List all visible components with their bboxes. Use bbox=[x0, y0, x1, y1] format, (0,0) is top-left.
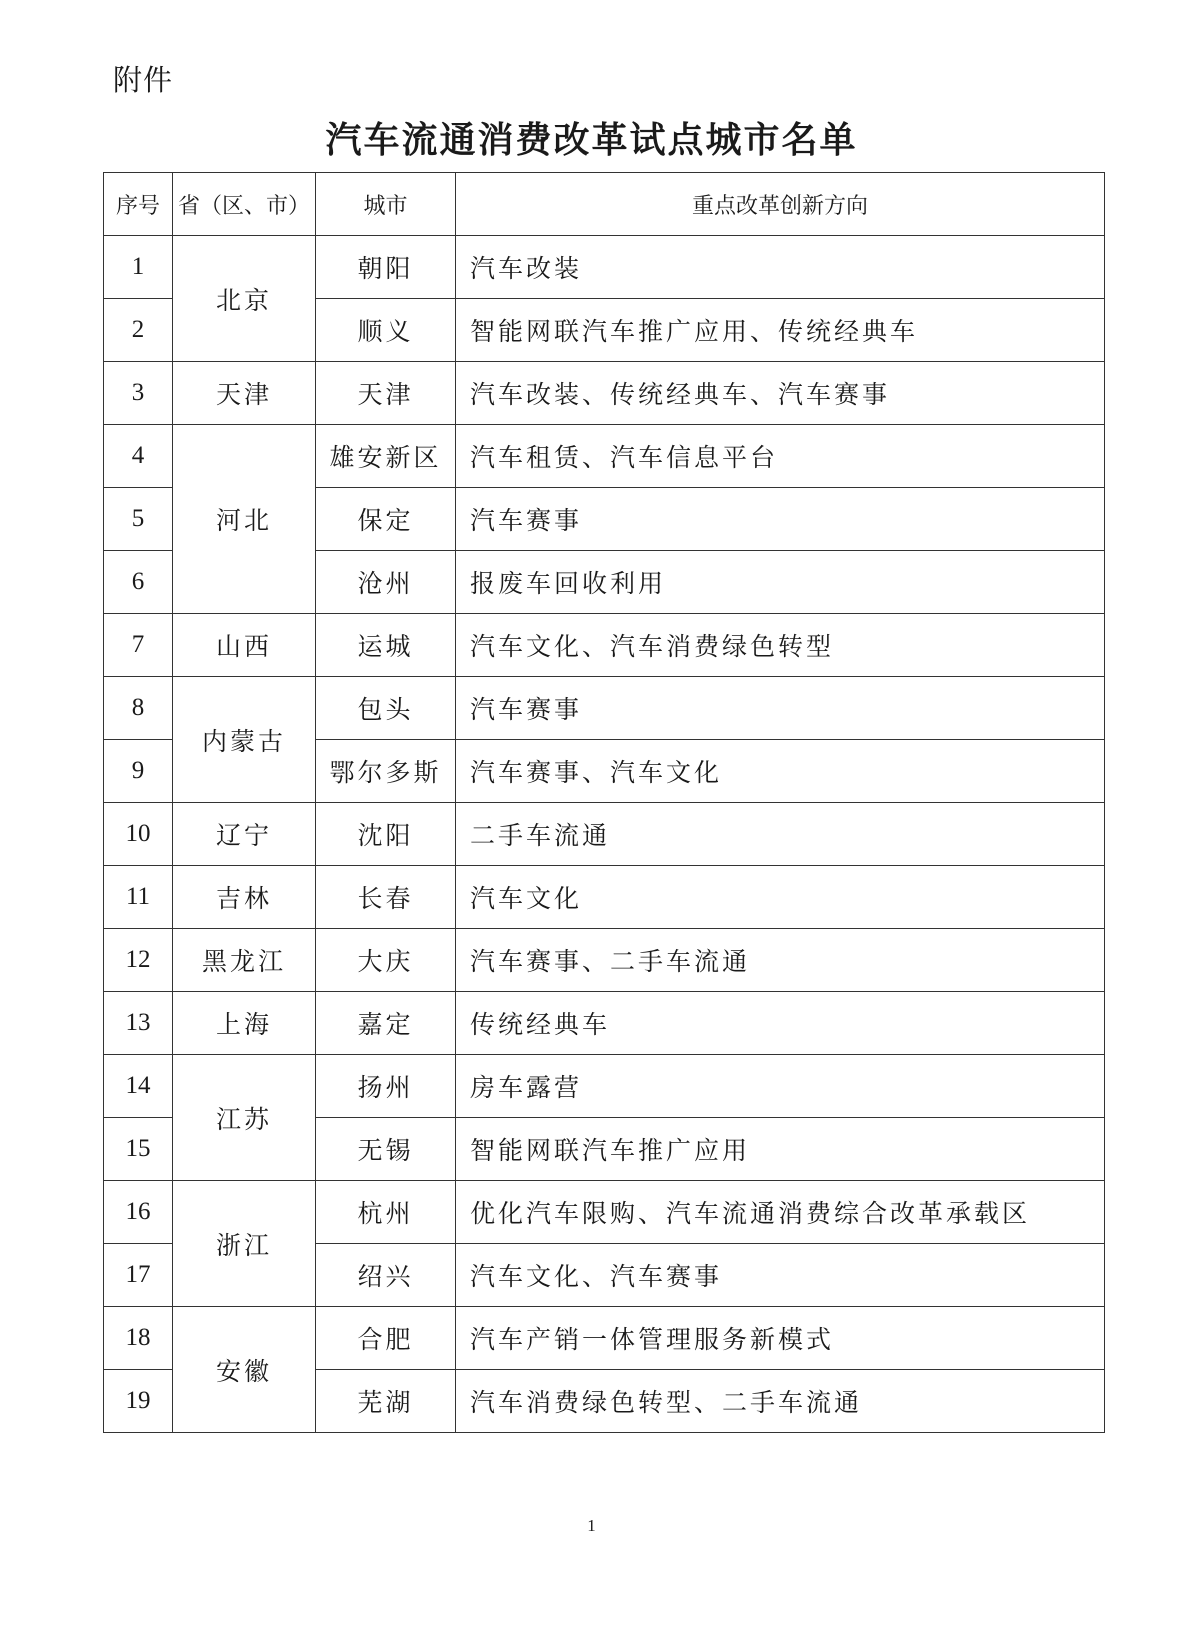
page-number: 1 bbox=[587, 1516, 596, 1535]
header-city: 城市 bbox=[316, 173, 456, 236]
row-direction: 汽车消费绿色转型、二手车流通 bbox=[456, 1370, 1105, 1433]
row-province: 辽宁 bbox=[173, 803, 316, 866]
row-city: 杭州 bbox=[316, 1181, 456, 1244]
row-city: 天津 bbox=[316, 362, 456, 425]
table-row bbox=[104, 992, 1105, 1055]
table-row bbox=[104, 1307, 1105, 1370]
row-no: 12 bbox=[104, 929, 173, 992]
row-city: 大庆 bbox=[316, 929, 456, 992]
row-city: 无锡 bbox=[316, 1118, 456, 1181]
table-row bbox=[104, 362, 1105, 425]
table-row bbox=[104, 1181, 1105, 1244]
row-province: 安徽 bbox=[173, 1307, 316, 1433]
row-direction: 优化汽车限购、汽车流通消费综合改革承载区 bbox=[456, 1181, 1105, 1244]
row-province: 河北 bbox=[173, 425, 316, 614]
header-province: 省（区、市） bbox=[173, 173, 316, 236]
row-no: 2 bbox=[104, 299, 173, 362]
row-city: 扬州 bbox=[316, 1055, 456, 1118]
table-row bbox=[104, 614, 1105, 677]
row-city: 运城 bbox=[316, 614, 456, 677]
row-no: 1 bbox=[104, 236, 173, 299]
row-direction: 智能网联汽车推广应用 bbox=[456, 1118, 1105, 1181]
row-city: 沈阳 bbox=[316, 803, 456, 866]
row-province: 黑龙江 bbox=[173, 929, 316, 992]
table-row bbox=[104, 677, 1105, 740]
row-city: 保定 bbox=[316, 488, 456, 551]
row-no: 3 bbox=[104, 362, 173, 425]
pilot-city-table bbox=[103, 172, 1105, 1433]
row-direction: 汽车赛事 bbox=[456, 488, 1105, 551]
row-direction: 智能网联汽车推广应用、传统经典车 bbox=[456, 299, 1105, 362]
table-header-row bbox=[104, 173, 1105, 236]
row-no: 9 bbox=[104, 740, 173, 803]
row-city: 长春 bbox=[316, 866, 456, 929]
row-city: 绍兴 bbox=[316, 1244, 456, 1307]
row-direction: 汽车产销一体管理服务新模式 bbox=[456, 1307, 1105, 1370]
row-no: 7 bbox=[104, 614, 173, 677]
row-city: 沧州 bbox=[316, 551, 456, 614]
row-city: 顺义 bbox=[316, 299, 456, 362]
row-no: 17 bbox=[104, 1244, 173, 1307]
header-direction: 重点改革创新方向 bbox=[456, 173, 1105, 236]
row-direction: 汽车赛事、二手车流通 bbox=[456, 929, 1105, 992]
table-row bbox=[104, 866, 1105, 929]
row-no: 15 bbox=[104, 1118, 173, 1181]
row-direction: 二手车流通 bbox=[456, 803, 1105, 866]
row-province: 山西 bbox=[173, 614, 316, 677]
row-city: 包头 bbox=[316, 677, 456, 740]
row-no: 19 bbox=[104, 1370, 173, 1433]
row-city: 嘉定 bbox=[316, 992, 456, 1055]
table-row bbox=[104, 425, 1105, 488]
row-direction: 汽车租赁、汽车信息平台 bbox=[456, 425, 1105, 488]
row-direction: 汽车赛事、汽车文化 bbox=[456, 740, 1105, 803]
row-direction: 报废车回收利用 bbox=[456, 551, 1105, 614]
header-no: 序号 bbox=[104, 173, 173, 236]
row-province: 内蒙古 bbox=[173, 677, 316, 803]
row-no: 11 bbox=[104, 866, 173, 929]
table-row bbox=[104, 929, 1105, 992]
row-province: 江苏 bbox=[173, 1055, 316, 1181]
row-city: 雄安新区 bbox=[316, 425, 456, 488]
row-no: 6 bbox=[104, 551, 173, 614]
row-direction: 传统经典车 bbox=[456, 992, 1105, 1055]
table-row bbox=[104, 803, 1105, 866]
row-no: 10 bbox=[104, 803, 173, 866]
row-province: 浙江 bbox=[173, 1181, 316, 1307]
row-province: 吉林 bbox=[173, 866, 316, 929]
row-direction: 汽车改装、传统经典车、汽车赛事 bbox=[456, 362, 1105, 425]
row-city: 鄂尔多斯 bbox=[316, 740, 456, 803]
row-province: 上海 bbox=[173, 992, 316, 1055]
row-no: 14 bbox=[104, 1055, 173, 1118]
table-row bbox=[104, 1055, 1105, 1118]
attachment-label: 附件 bbox=[113, 63, 174, 97]
row-province: 北京 bbox=[173, 236, 316, 362]
row-direction: 汽车改装 bbox=[456, 236, 1105, 299]
row-no: 4 bbox=[104, 425, 173, 488]
row-city: 芜湖 bbox=[316, 1370, 456, 1433]
row-no: 18 bbox=[104, 1307, 173, 1370]
row-direction: 汽车赛事 bbox=[456, 677, 1105, 740]
row-province: 天津 bbox=[173, 362, 316, 425]
document-title: 汽车流通消费改革试点城市名单 bbox=[325, 119, 858, 161]
row-no: 13 bbox=[104, 992, 173, 1055]
row-city: 合肥 bbox=[316, 1307, 456, 1370]
table-row bbox=[104, 236, 1105, 299]
row-direction: 汽车文化、汽车消费绿色转型 bbox=[456, 614, 1105, 677]
row-direction: 汽车文化、汽车赛事 bbox=[456, 1244, 1105, 1307]
row-no: 5 bbox=[104, 488, 173, 551]
row-city: 朝阳 bbox=[316, 236, 456, 299]
row-no: 16 bbox=[104, 1181, 173, 1244]
row-direction: 房车露营 bbox=[456, 1055, 1105, 1118]
row-no: 8 bbox=[104, 677, 173, 740]
row-direction: 汽车文化 bbox=[456, 866, 1105, 929]
